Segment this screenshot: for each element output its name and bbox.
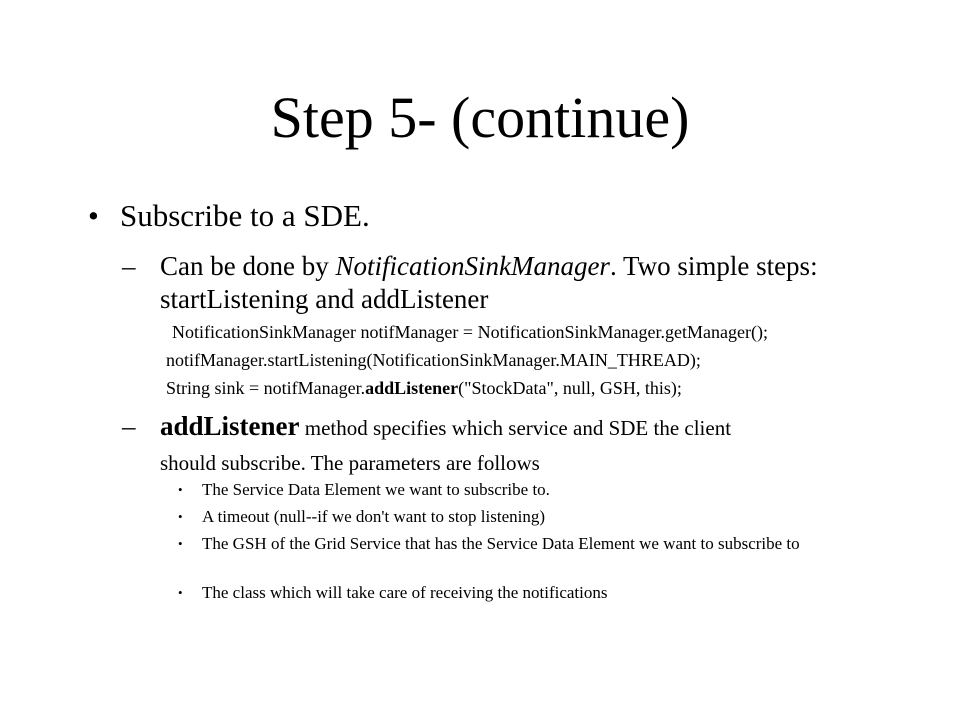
- param-text: A timeout (null--if we don't want to stop listening): [202, 507, 546, 526]
- bullet-dot: •: [178, 585, 183, 600]
- dash-marker: –: [122, 251, 136, 281]
- sub-bullet-text: Can be done by NotificationSinkManager. Two simple steps: startListening and addListener: [160, 251, 818, 314]
- bullet-dot: •: [88, 198, 99, 233]
- param-text: The GSH of the Grid Service that has the Service Data Element we want to subscribe to: [202, 534, 800, 553]
- bullet-dot: •: [178, 536, 183, 551]
- param-text: The class which will take care of receiving the notifications: [202, 583, 608, 602]
- slide-title: Step 5- (continue): [270, 85, 690, 150]
- bullet-dot: •: [178, 509, 183, 524]
- bullet-dot: •: [178, 482, 183, 497]
- code-line-3: String sink = notifManager.addListener("StockData", null, GSH, this);: [166, 378, 682, 398]
- dash-marker: –: [122, 411, 136, 441]
- sub-bullet-text: addListener method specifies which service and SDE the client should subscribe. The parameters are follows: [160, 411, 732, 475]
- param-text: The Service Data Element we want to subscribe to.: [202, 480, 550, 499]
- code-line-2: notifManager.startListening(NotificationSinkManager.MAIN_THREAD);: [166, 350, 701, 370]
- code-line-1: NotificationSinkManager notifManager = NotificationSinkManager.getManager();: [172, 322, 768, 342]
- bullet-text: Subscribe to a SDE.: [120, 198, 370, 233]
